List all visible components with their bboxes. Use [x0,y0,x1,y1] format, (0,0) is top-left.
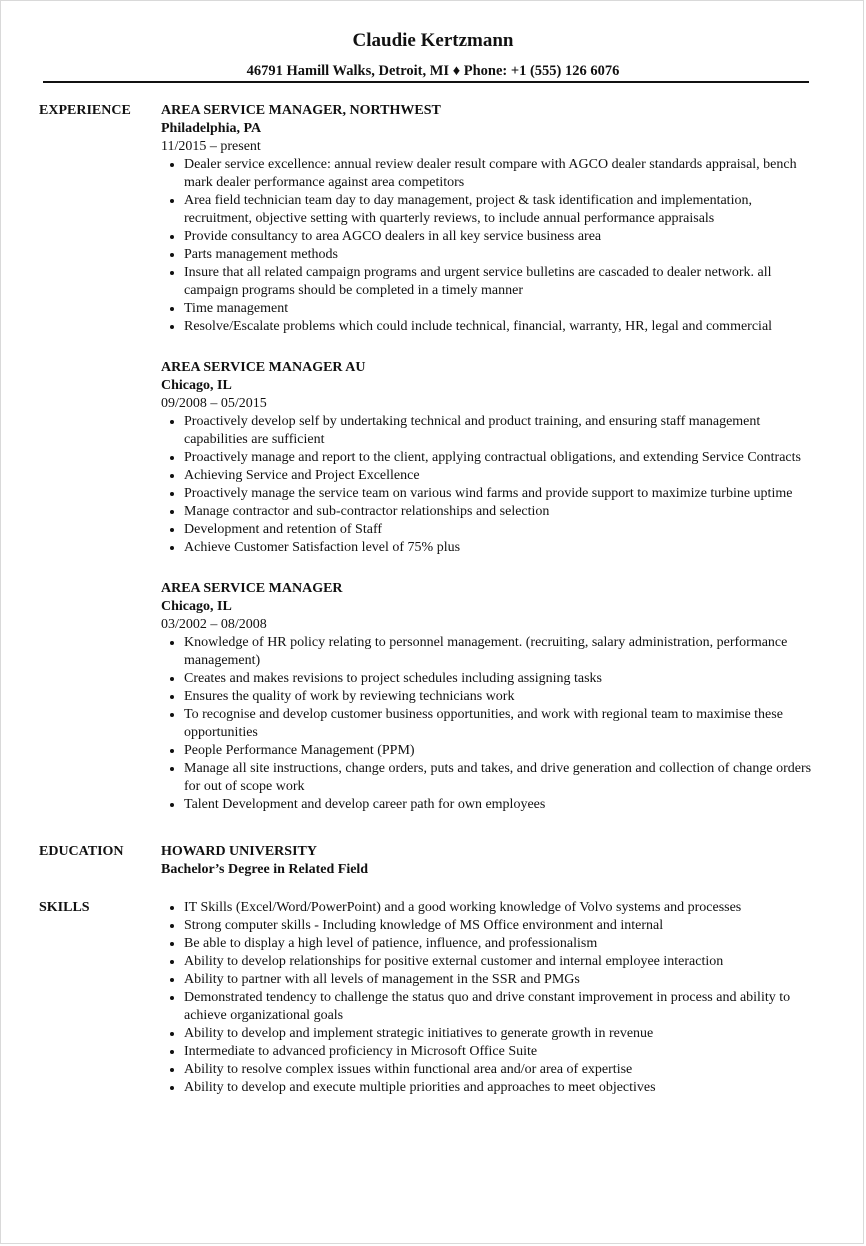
job-title: AREA SERVICE MANAGER [161,581,343,596]
list-item: • Demonstrated tendency to challenge the status quo and drive constant improvement in process and ability to achieve organizational goals [184,989,821,1025]
list-item: • Manage contractor and sub-contractor relationships and selection [184,503,821,521]
list-item: • Parts management methods [184,246,821,264]
list-item: • Proactively manage and report to the client, applying contractual obligations, and extending Service Contracts [184,449,821,467]
resume-content [1,102,864,1097]
experience-section [1,102,864,814]
school-name: HOWARD UNIVERSITY [161,844,317,859]
list-item: • Achieving Service and Project Excellence [184,467,821,485]
list-item: • IT Skills (Excel/Word/PowerPoint) and a good working knowledge of Volvo systems and processes [184,899,821,917]
list-item: • People Performance Management (PPM) [184,742,821,760]
list-item: • Ability to partner with all levels of management in the SSR and PMGs [184,971,821,989]
skills-body [161,899,821,1097]
list-item: • Provide consultancy to area AGCO dealers in all key service business area [184,228,821,246]
job-title: AREA SERVICE MANAGER, NORTHWEST [161,103,441,118]
contact-line: 46791 Hamill Walks, Detroit, MI ♦ Phone: +1 (555) 126 6076 [246,63,620,79]
list-item: • Be able to display a high level of patience, influence, and professionalism [184,935,821,953]
list-item: • Time management [184,300,821,318]
degree: Bachelor’s Degree in Related Field [161,862,369,877]
list-item: • Resolve/Escalate problems which could include technical, financial, warranty, HR, legal and commercial [184,318,821,336]
list-item: • Intermediate to advanced proficiency in Microsoft Office Suite [184,1043,821,1061]
job-location: Chicago, IL [161,378,232,393]
job-entry [161,102,821,336]
list-item: • Development and retention of Staff [184,521,821,539]
job-entry [161,580,821,814]
list-item: • Manage all site instructions, change orders, puts and takes, and drive generation and collection of change orders for out of scope work [184,760,821,796]
skills-heading: SKILLS [39,900,90,915]
education-body [161,843,821,879]
experience-body [161,102,821,814]
list-item: • Proactively develop self by undertaking technical and product training, and ensuring staff management capabilities are sufficient [184,413,821,449]
list-item: • Proactively manage the service team on various wind farms and provide support to maximize turbine uptime [184,485,821,503]
job-entry [161,359,821,557]
list-item: • Knowledge of HR policy relating to personnel management. (recruiting, salary administration, performance management) [184,634,821,670]
list-item: • Creates and makes revisions to project schedules including assigning tasks [184,670,821,688]
job-dates: 03/2002 – 08/2008 [161,617,267,632]
list-item: • Ability to develop and implement strategic initiatives to generate growth in revenue [184,1025,821,1043]
education-section [1,843,864,879]
job-dates: 11/2015 – present [161,139,261,154]
job-bullets [161,634,821,814]
list-item: • Talent Development and develop career path for own employees [184,796,821,814]
list-item: • Achieve Customer Satisfaction level of 75% plus [184,539,821,557]
skills-list [161,899,821,1097]
candidate-name: Claudie Kertzmann [352,30,514,51]
list-item: • Strong computer skills - Including knowledge of MS Office environment and internal [184,917,821,935]
job-bullets [161,413,821,557]
education-heading: EDUCATION [39,844,124,859]
header-divider [43,81,809,83]
list-item: • Ability to develop relationships for positive external customer and internal employee interaction [184,953,821,971]
job-location: Philadelphia, PA [161,121,262,136]
experience-heading: EXPERIENCE [39,103,131,118]
list-item: • Ability to develop and execute multiple priorities and approaches to meet objectives [184,1079,821,1097]
list-item: • Ability to resolve complex issues within functional area and/or area of expertise [184,1061,821,1079]
job-title: AREA SERVICE MANAGER AU [161,360,366,375]
list-item: • Area field technician team day to day management, project & task identification and implementation, recruitment, objective setting with quarterly reviews, to include annual performance appraisals [184,192,821,228]
job-bullets [161,156,821,336]
job-location: Chicago, IL [161,599,232,614]
list-item: • To recognise and develop customer business opportunities, and work with regional team to maximise these opportunities [184,706,821,742]
skills-section [1,899,864,1097]
list-item: • Ensures the quality of work by reviewing technicians work [184,688,821,706]
job-dates: 09/2008 – 05/2015 [161,396,267,411]
list-item: • Dealer service excellence: annual review dealer result compare with AGCO dealer standards appraisal, bench mark dealer performance against area competitors [184,156,821,192]
list-item: • Insure that all related campaign programs and urgent service bulletins are cascaded to dealer network. all campaign programs should be completed in a timely manner [184,264,821,300]
